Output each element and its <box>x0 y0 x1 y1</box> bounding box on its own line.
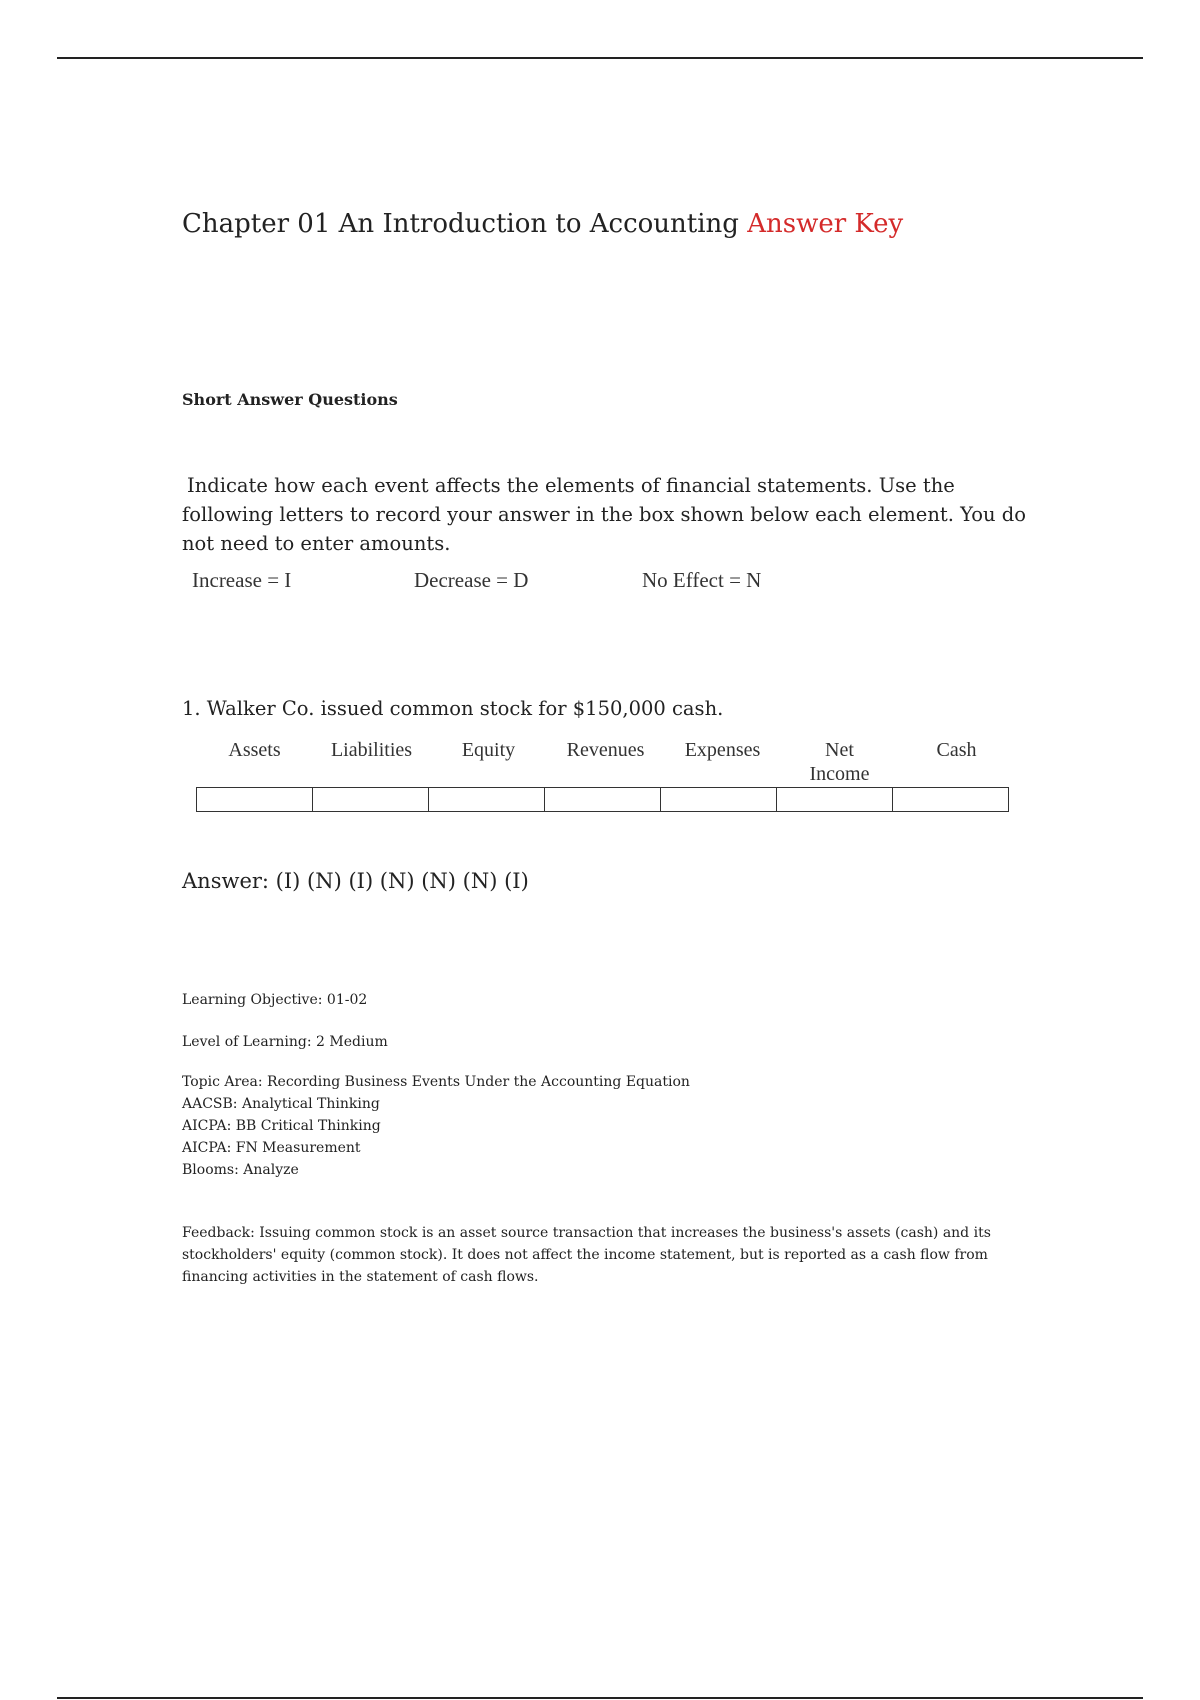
header-equity: Equity <box>461 739 516 761</box>
header-net-income: Net Income <box>809 739 870 785</box>
aicpa-fn: AICPA: FN Measurement <box>182 1140 361 1156</box>
answer-cell-revenues[interactable] <box>545 788 661 811</box>
answer-cell-expenses[interactable] <box>661 788 777 811</box>
answer-cell-cash[interactable] <box>893 788 1008 811</box>
legend-decrease: Decrease = D <box>414 568 529 592</box>
title-accent: Answer Key <box>747 209 904 239</box>
answer-grid <box>196 787 1009 812</box>
answer-line: Answer: (I) (N) (I) (N) (N) (N) (I) <box>182 869 529 893</box>
level-of-learning: Level of Learning: 2 Medium <box>182 1034 388 1050</box>
bottom-rule <box>57 1697 1143 1699</box>
learning-objective: Learning Objective: 01-02 <box>182 992 368 1008</box>
legend-increase: Increase = I <box>192 568 292 592</box>
header-assets: Assets <box>228 739 281 761</box>
aacsb: AACSB: Analytical Thinking <box>182 1096 380 1112</box>
instructions-paragraph: Indicate how each event affects the elements of financial statements. Use the following letters to record your answer in the box shown below each element. You do not need to enter amounts. <box>182 474 1027 555</box>
header-revenues: Revenues <box>566 739 645 761</box>
topic-area: Topic Area: Recording Business Events Under the Accounting Equation <box>182 1074 690 1090</box>
feedback-paragraph: Feedback: Issuing common stock is an asset source transaction that increases the business's assets (cash) and its stockholders' equity (common stock). It does not affect the income statement, but is reported as a cash flow from financing activities in the statement of cash flows. <box>182 1225 991 1285</box>
blooms: Blooms: Analyze <box>182 1162 299 1178</box>
header-cash: Cash <box>936 739 977 761</box>
answer-cell-liabilities[interactable] <box>313 788 429 811</box>
legend-no-effect: No Effect = N <box>642 568 762 592</box>
top-rule <box>57 57 1143 59</box>
question-1: 1. Walker Co. issued common stock for $150,000 cash. <box>182 697 724 720</box>
answer-cell-equity[interactable] <box>429 788 545 811</box>
title-main: Chapter 01 An Introduction to Accounting <box>182 209 748 239</box>
header-liabilities: Liabilities <box>330 739 413 761</box>
answer-cell-assets[interactable] <box>197 788 313 811</box>
section-heading: Short Answer Questions <box>182 390 398 409</box>
header-expenses: Expenses <box>684 739 761 761</box>
page-title <box>182 208 903 240</box>
answer-cell-net-income[interactable] <box>777 788 893 811</box>
aicpa-bb: AICPA: BB Critical Thinking <box>182 1118 381 1134</box>
